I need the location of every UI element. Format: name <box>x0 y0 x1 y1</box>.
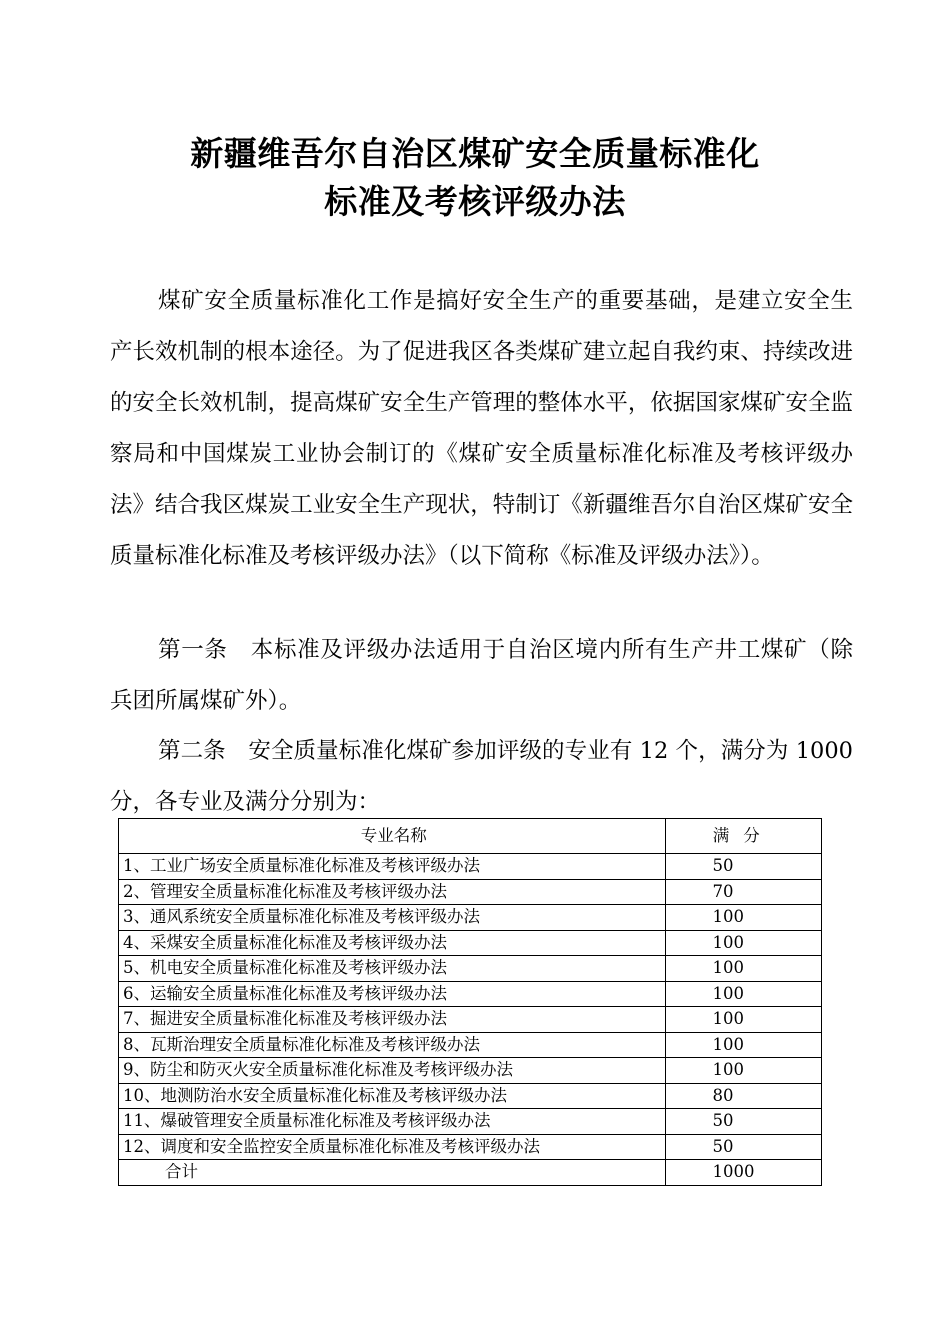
row-score-cell: 80 <box>665 1083 821 1109</box>
row-score-cell: 50 <box>665 1109 821 1135</box>
article-1-paragraph: 第一条 本标准及评级办法适用于自治区境内所有生产井工煤矿（除兵团所属煤矿外）。 <box>110 637 853 714</box>
table-total-row <box>119 1160 822 1186</box>
row-score-cell: 100 <box>665 1032 821 1058</box>
row-score-cell: 100 <box>665 956 821 982</box>
document-title-line-1: 新疆维吾尔自治区煤矿安全质量标准化 <box>190 134 760 173</box>
row-name-cell: 4、采煤安全质量标准化标准及考核评级办法 <box>119 930 666 956</box>
row-name-cell: 11、爆破管理安全质量标准化标准及考核评级办法 <box>119 1109 666 1135</box>
row-score-cell: 50 <box>665 854 821 880</box>
row-name-cell: 6、运输安全质量标准化标准及考核评级办法 <box>119 981 666 1007</box>
row-name-cell: 2、管理安全质量标准化标准及考核评级办法 <box>119 879 666 905</box>
header-name-cell: 专业名称 <box>119 819 666 854</box>
table-row <box>119 854 822 880</box>
row-score-cell: 100 <box>665 1007 821 1033</box>
row-score-cell: 100 <box>665 1058 821 1084</box>
table-row <box>119 1007 822 1033</box>
row-name-cell: 7、掘进安全质量标准化标准及考核评级办法 <box>119 1007 666 1033</box>
row-name-cell: 1、工业广场安全质量标准化标准及考核评级办法 <box>119 854 666 880</box>
table-row <box>119 930 822 956</box>
row-name-cell: 3、通风系统安全质量标准化标准及考核评级办法 <box>119 905 666 931</box>
score-table <box>118 818 822 1186</box>
table-row <box>119 905 822 931</box>
table-row <box>119 1134 822 1160</box>
row-name-cell: 8、瓦斯治理安全质量标准化标准及考核评级办法 <box>119 1032 666 1058</box>
table-row <box>119 1109 822 1135</box>
table-row <box>119 1032 822 1058</box>
intro-paragraph: 煤矿安全质量标准化工作是搞好安全生产的重要基础，是建立安全生产长效机制的根本途径。为了促进我区各类煤矿建立起自我约束、持续改进的安全长效机制，提高煤矿安全生产管理的整体水平，依据国家煤矿安全监察局和中国煤炭工业协会制订的《煤矿安全质量标准化标准及考核评级办法》结合我区煤炭工业安全生产现状，特制订《新疆维吾尔自治区煤矿安全质量标准化标准及考核评级办法》（以下简称《标准及评级办法》）。 <box>110 288 853 569</box>
total-label-cell: 合计 <box>119 1160 666 1186</box>
row-score-cell: 100 <box>665 930 821 956</box>
table-row <box>119 956 822 982</box>
row-name-cell: 9、防尘和防灭火安全质量标准化标准及考核评级办法 <box>119 1058 666 1084</box>
table-row <box>119 1058 822 1084</box>
row-score-cell: 70 <box>665 879 821 905</box>
row-score-cell: 50 <box>665 1134 821 1160</box>
table-row <box>119 1083 822 1109</box>
row-name-cell: 12、调度和安全监控安全质量标准化标准及考核评级办法 <box>119 1134 666 1160</box>
table-header-row <box>119 819 822 854</box>
row-score-cell: 100 <box>665 905 821 931</box>
table-row <box>119 879 822 905</box>
row-score-cell: 100 <box>665 981 821 1007</box>
article-2-paragraph: 第二条 安全质量标准化煤矿参加评级的专业有 12 个，满分为 1000 分，各专业及满分分别为： <box>110 738 853 815</box>
row-name-cell: 10、地测防治水安全质量标准化标准及考核评级办法 <box>119 1083 666 1109</box>
header-score-cell: 满分 <box>665 819 821 854</box>
table-row <box>119 981 822 1007</box>
row-name-cell: 5、机电安全质量标准化标准及考核评级办法 <box>119 956 666 982</box>
total-score-cell: 1000 <box>665 1160 821 1186</box>
document-title-line-2: 标准及考核评级办法 <box>324 182 626 221</box>
